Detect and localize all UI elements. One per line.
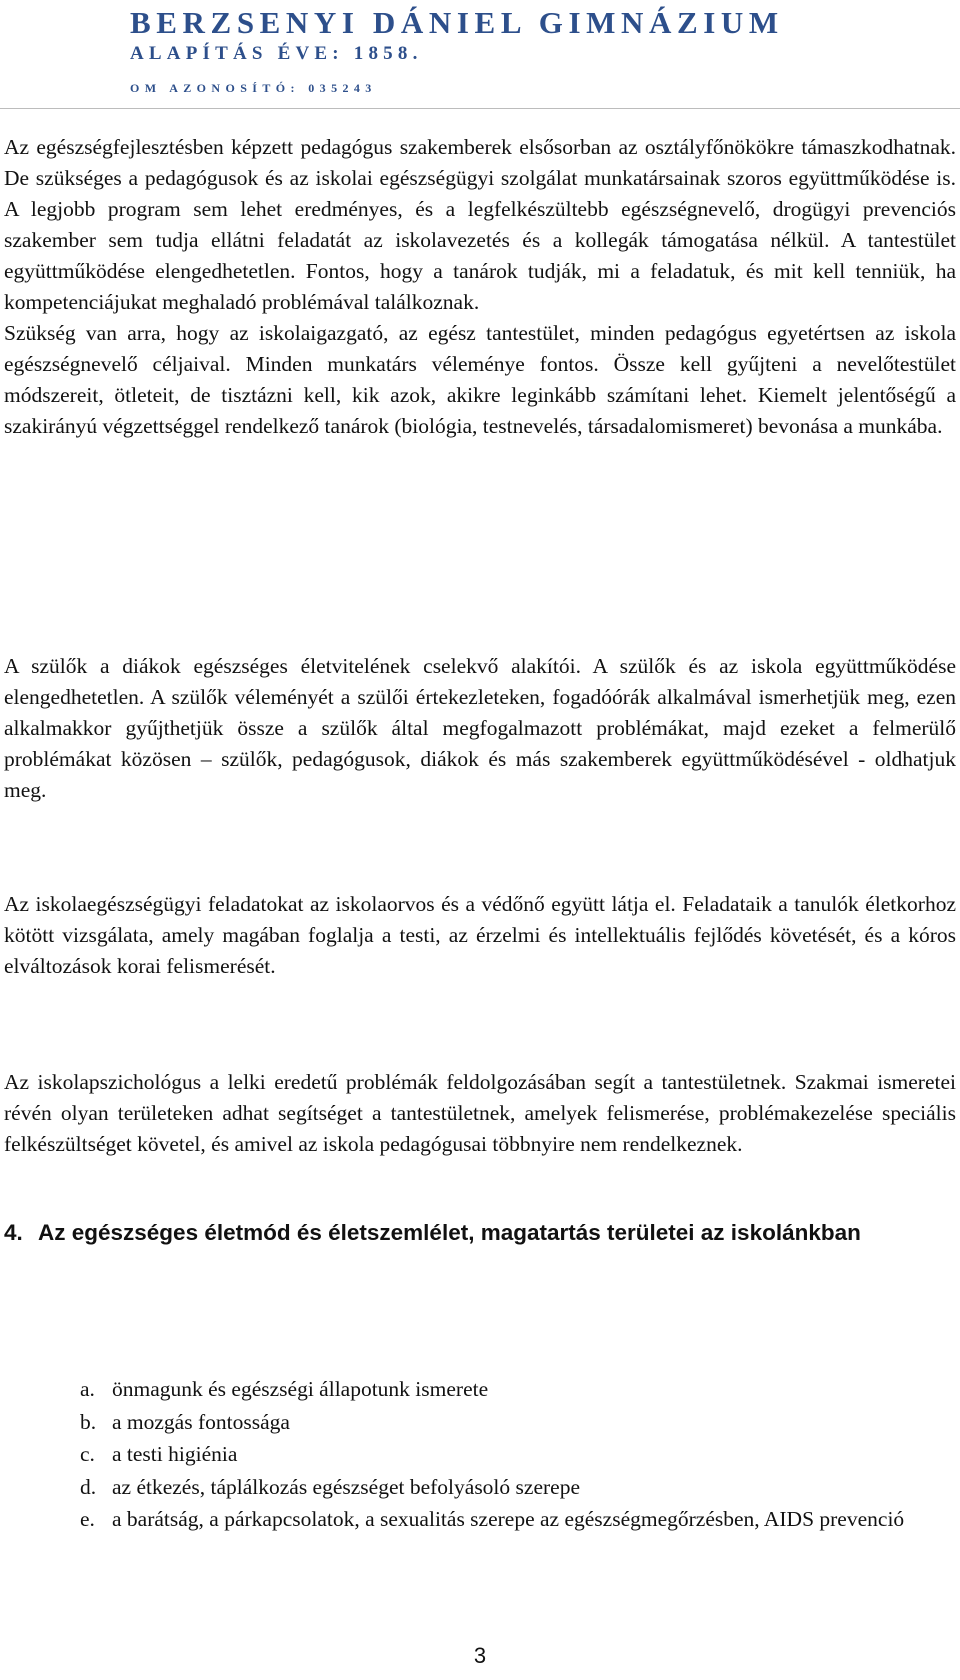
page-number: 3 <box>473 1643 487 1668</box>
list-marker: c. <box>80 1442 95 1466</box>
paragraph: Az iskolapszichológus a lelki eredetű problémák feldolgozásában segít a tantestületnek. Szakmai ismeretei révén olyan területeken adhat segítséget a tantestületnek, amelyek felismerése, problémakezelése speciális felkészültséget követel, és amivel az iskola pedagógusai többnyire nem rendelkeznek. <box>4 1070 956 1156</box>
list-item <box>80 1406 956 1439</box>
paragraph-school-health <box>4 889 956 982</box>
founded-year: ALAPÍTÁS ÉVE: 1858. <box>130 43 423 64</box>
paragraph-parents <box>4 651 956 806</box>
list-item <box>80 1438 956 1471</box>
list-item-text: a testi higiénia <box>112 1442 238 1466</box>
paragraph: Szükség van arra, hogy az iskolaigazgató, az egész tantestület, minden pedagógus egyetértsen az iskola egészségnevelő céljaival. Minden munkatárs véleménye fontos. Össze kell gyűjteni a nevelőtestület módszereit, ötleteit, de tisztázni kell, kik azok, akikre leginkább számítani lehet. Kiemelt jelentőségű a szakirányú végzettséggel rendelkező tanárok (biológia, testnevelés, társadalomismeret) bevonása a munkába. <box>4 321 956 438</box>
list-marker: d. <box>80 1474 97 1499</box>
list-item-text: a mozgás fontossága <box>112 1409 290 1434</box>
paragraph-psychologist <box>4 1067 956 1160</box>
list-item <box>80 1471 956 1504</box>
paragraph: Az egészségfejlesztésben képzett pedagógus szakemberek elsősorban az osztályfőnökökre támaszkodhatnak. De szükséges a pedagógusok és az iskolai egészségügyi szolgálat munkatársainak szoros együttműködése is. A legjobb program sem lehet eredményes, és a legfelkészültebb egészségnevelő, drogügyi prevenciós szakember sem tudja ellátni feladatát az iskolavezetés és a kollegák támogatása nélkül. A tantestület együttműködése elengedhetetlen. Fontos, hogy a tanárok tudják, mi a feladatuk, és mit kell tenniük, ha kompetenciájukat meghaladó problémával találkoznak. <box>4 135 956 314</box>
list-item <box>80 1503 956 1536</box>
header-divider <box>0 108 960 109</box>
section-heading <box>4 1216 954 1250</box>
list-item <box>80 1373 956 1406</box>
paragraph: A szülők a diákok egészséges életvitelének cselekvő alakítói. A szülők és az iskola együttműködése elengedhetetlen. A szülők véleményét a szülői értekezleteken, fogadóórák alkalmával ismerhetjük meg, ezen alkalmakkor gyűjthetjük össze a szülők által megfogalmazott problémákat, majd ezeket a felmerülő problémákat közösen – szülők, pedagógusok, diákok és más szakemberek együttműködésével - oldhatjuk meg. <box>4 654 956 802</box>
school-name: BERZSENYI DÁNIEL GIMNÁZIUM <box>130 5 784 40</box>
paragraph: Az iskolaegészségügyi feladatokat az iskolaorvos és a védőnő együtt látja el. Feladataik a tanulók életkorhoz kötött vizsgálata, amely magában foglalja a testi, az érzelmi és intellektuális fejlődés követését, és a kóros elváltozások korai felismerését. <box>4 892 956 978</box>
section-number: 4. <box>4 1220 23 1245</box>
topic-list <box>80 1373 956 1536</box>
list-marker: b. <box>80 1409 97 1434</box>
list-marker: a. <box>80 1377 95 1401</box>
paragraph-cooperation-block <box>4 132 956 442</box>
list-item-text: önmagunk és egészségi állapotunk ismerete <box>112 1377 489 1401</box>
om-identifier: OM AZONOSÍTÓ: 035243 <box>130 81 377 95</box>
letterhead <box>130 6 950 96</box>
list-item-text: az étkezés, táplálkozás egészséget befolyásoló szerepe <box>112 1474 580 1499</box>
list-item-text: a barátság, a párkapcsolatok, a sexualitás szerepe az egészségmegőrzésben, AIDS prevenció <box>112 1507 905 1531</box>
section-title: Az egészséges életmód és életszemlélet, magatartás területei az iskolánkban <box>38 1220 861 1245</box>
list-marker: e. <box>80 1507 95 1531</box>
